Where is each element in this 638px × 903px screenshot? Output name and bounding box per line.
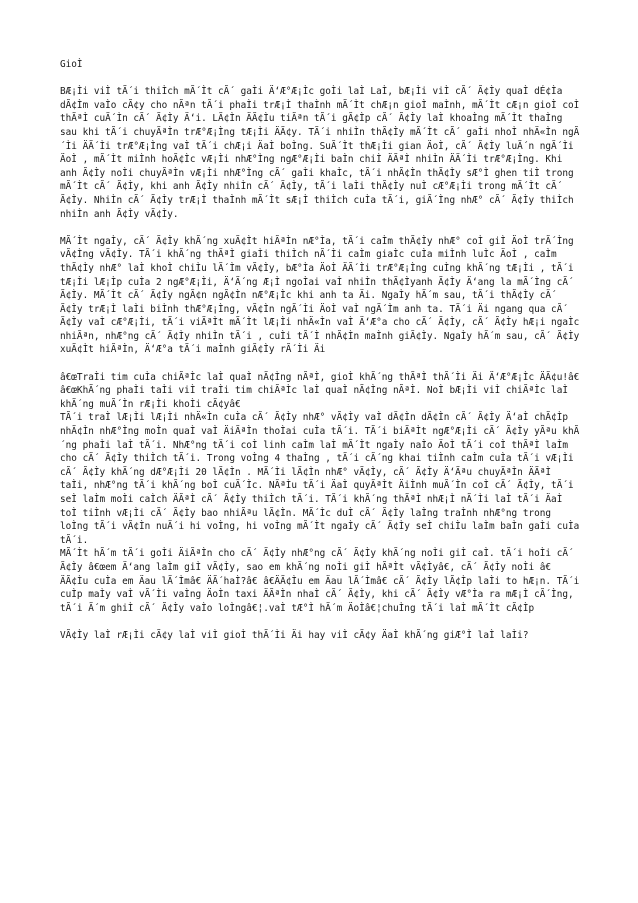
document-title: GioÌ — [60, 59, 83, 70]
document-body — [60, 58, 580, 656]
paragraph: â€œTraÌi tim cuÌa chiÃªÌc laÌ quaÌ nÃ¢Ìng nÃªÌ, gioÌ khÃ´ng thÃªÌ thÃ´Ìi Äi Ä‘Æ°Æ¡Ìc ÄÃ¢u!â€ â€œKhÃ´ng phaÌi taÌi viÌ traÌi tim chiÃªÌc laÌ quaÌ nÃ¢Ìng nÃªÌ. NoÌ bÆ¡Ìi viÌ chiÃªÌc laÌ khÃ´ng muÃ´Ìn rÆ¡Ìi khoÌi cÃ¢yâ€ TÃ´i traÌ lÆ¡Ìi lÆ¡Ìi nhÄ«Ìn cuÌa cÃ´ Ã¢Ìy nhÆ° vÃ¢Ìy vaÌ dÃ¢Ìn dÃ¢Ìn cÃ´ Ã¢Ìy Ä‘aÌ chÃ¢Ìp nhÃ¢Ìn nhÆ°Ìng moÌn quaÌ vaÌ ÄiÃªÌn thoÌai cuÌa tÃ´i. TÃ´i biÃªÌt ngÆ°Æ¡Ìi cÃ´ Ã¢Ìy yÃªu khÃ´ng phaÌi laÌ tÃ´i. NhÆ°ng tÃ´i coÌ linh caÌm laÌ mÃ´Ìt ngaÌy naÌo ÄoÌ tÃ´i coÌ thÃªÌ laÌm cho cÃ´ Ã¢Ìy thiÌch tÃ´i. Trong voÌng 4 thaÌng , tÃ´i cÃ´ng khai tiÌnh caÌm cuÌa tÃ´i vÆ¡Ìi cÃ´ Ã¢Ìy khÃ´ng dÆ°Æ¡Ìi 20 lÃ¢Ìn . MÃ´Ìi lÃ¢Ìn nhÆ° vÃ¢Ìy, cÃ´ Ã¢Ìy Ä‘Ãªu chuyÃªÌn ÄÃªÌ taÌi, nhÆ°ng tÃ´i khÃ´ng boÌ cuÃ´Ìc. NÃªÌu tÃ´i ÄaÌ quyÃªÌt ÄiÌnh muÃ´Ìn coÌ cÃ´ Ã¢Ìy, tÃ´i seÌ laÌm moÌi caÌch ÄÃªÌ cÃ´ Ã¢Ìy thiÌch tÃ´i. TÃ´i khÃ´ng thÃªÌ nhÆ¡Ì nÃ´Ìi laÌ tÃ´i ÄaÌ toÌ tiÌnh vÆ¡Ìi cÃ´ Ã¢Ìy bao nhiÃªu lÃ¢Ìn. MÃ´Ìc duÌ cÃ´ Ã¢Ìy laÌng traÌnh nhÆ°ng trong loÌng tÃ´i vÃ¢Ìn nuÃ´i hi voÌng, hi voÌng mÃ´Ìt ngaÌy cÃ´ Ã¢Ìy seÌ chiÌu laÌm baÌn gaÌi cuÌa tÃ´i. MÃ´Ìt hÃ´m tÃ´i goÌi ÄiÃªÌn cho cÃ´ Ã¢Ìy nhÆ°ng cÃ´ Ã¢Ìy khÃ´ng noÌi giÌ caÌ. tÃ´i hoÌi cÃ´ Ã¢Ìy â€œem Ä‘ang laÌm giÌ vÃ¢Ìy, sao em khÃ´ng noÌi giÌ hÃªÌt vÃ¢Ìyâ€, cÃ´ Ã¢Ìy noÌi â€ ÄÃ¢Ìu cuÌa em Äau lÃ´Ìmâ€ ÄÃ´haÌ?â€ â€ÄÃ¢Ìu em Äau lÃ´Ìmâ€ cÃ´ Ã¢Ìy lÃ¢Ìp laÌi to hÆ¡n. TÃ´i cuÌp maÌy vaÌ vÃ´Ìi vaÌng ÄoÌn taxi ÄÃªÌn nhaÌ cÃ´ Ã¢Ìy, khi cÃ´ Ã¢Ìy vÆ°Ìa ra mÆ¡Ì cÃ´Ìng, tÃ´i Ã´m ghiÌ cÃ´ Ã¢Ìy vaÌo loÌngâ€¦.vaÌ tÆ°Ì hÃ´m ÄoÌâ€¦chuÌng tÃ´i laÌ mÃ´Ìt cÃ¢Ìp — [60, 371, 580, 614]
paragraph: BÆ¡Ìi viÌ tÃ´i thiÌch mÃ´Ìt cÃ´ gaÌi Ä‘Æ°Æ¡Ìc goÌi laÌ LaÌ, bÆ¡Ìi viÌ cÃ´ Ã¢Ìy quaÌ dÉ¢Ìa dÃ¢Ìm vaÌo cÃ¢y cho nÃªn tÃ´i phaÌi trÆ¡Ì thaÌnh mÃ´Ìt chÆ¡n gioÌ maÌnh, mÃ´Ìt cÆ¡n gioÌ coÌ thÃªÌ cuÃ´Ìn cÃ´ Ã¢Ìy Ä‘i. LÃ¢Ìn ÄÃ¢Ìu tiÃªn tÃ´i gÃ¢Ìp cÃ´ Ã¢Ìy laÌ khoaÌng mÃ´Ìt thaÌng sau khi tÃ´i chuyÃªÌn trÆ°Æ¡Ìng tÆ¡Ìi ÄÃ¢y. TÃ´i nhiÌn thÃ¢Ìy mÃ´Ìt cÃ´ gaÌi nhoÌ nhÄ«Ìn ngÃ´Ìi ÄÃ´Ìi trÆ°Æ¡Ìng vaÌ tÃ´i chÆ¡i ÄaÌ boÌng. SuÃ´Ìt thÆ¡Ìi gian ÄoÌ, cÃ´ Ã¢Ìy luÃ´n ngÃ´Ìi ÄoÌ , mÃ´Ìt miÌnh hoÃ¢Ìc vÆ¡Ìi nhÆ°Ìng ngÆ°Æ¡Ìi baÌn chiÌ ÄÃªÌ nhiÌn ÄÃ´Ìi trÆ°Æ¡Ìng. Khi anh Ã¢Ìy noÌi chuyÃªÌn vÆ¡Ìi nhÆ°Ìng cÃ´ gaÌi khaÌc, tÃ´i nhÃ¢Ìn thÃ¢Ìy sÆ°Ì ghen tiÌ trong mÃ´Ìt cÃ´ Ã¢Ìy, khi anh Ã¢Ìy nhiÌn cÃ´ Ã¢Ìy, tÃ´i laÌi thÃ¢Ìy nuÌ cÆ°Æ¡Ìi trong mÃ´Ìt cÃ´ Ã¢Ìy. NhiÌn cÃ´ Ã¢Ìy trÆ¡Ì thaÌnh mÃ´Ìt sÆ¡Ì thiÌch cuÌa tÃ´i, giÃ´Ìng nhÆ° cÃ´ Ã¢Ìy thiÌch nhiÌn anh Ã¢Ìy vÃ¢Ìy. — [60, 86, 580, 220]
paragraph: VÃ¢Ìy laÌ rÆ¡Ìi cÃ¢y laÌ viÌ gioÌ thÃ´Ìi Äi hay viÌ cÃ¢y ÄaÌ khÃ´ng giÆ°Ì laÌ laÌi? — [60, 629, 529, 641]
paragraph: MÃ´Ìt ngaÌy, cÃ´ Ã¢Ìy khÃ´ng xuÃ¢Ìt hiÃªÌn nÆ°Ìa, tÃ´i caÌm thÃ¢Ìy nhÆ° coÌ giÌ ÄoÌ trÃ´Ìng vÃ¢Ìng vÃ¢Ìy. TÃ´i khÃ´ng thÃªÌ giaÌi thiÌch nÃ´Ìi caÌm giaÌc cuÌa miÌnh luÌc ÄoÌ , caÌm thÃ¢Ìy nhÆ° laÌ khoÌ chiÌu lÃ´Ìm vÃ¢Ìy, bÆ°Ìa ÄoÌ ÄÃ´Ìi trÆ°Æ¡Ìng cuÌng khÃ´ng tÆ¡Ìi , tÃ´i tÆ¡Ìi lÆ¡Ìp cuÌa 2 ngÆ°Æ¡Ìi, Ä‘Ã´ng Æ¡Ì ngoÌai vaÌ nhiÌn thÃ¢Ìyanh Ã¢Ìy Ä‘ang la mÃ´Ìng cÃ´ Ã¢Ìy. MÃ´Ìt cÃ´ Ã¢Ìy ngÃ¢n ngÃ¢Ìn nÆ°Æ¡Ìc khi anh ta Äi. NgaÌy hÃ´m sau, tÃ´i thÃ¢Ìy cÃ´ Ã¢Ìy trÆ¡Ì laÌi biÌnh thÆ°Æ¡Ìng, vÃ¢Ìn ngÃ´Ìi ÄoÌ vaÌ ngÃ´Ìm anh ta. TÃ´i Äi ngang qua cÃ´ Ã¢Ìy vaÌ cÆ°Æ¡Ìi, tÃ´i viÃªÌt mÃ´Ìt lÆ¡Ìi nhÄ«Ìn vaÌ Ä‘Æ°a cho cÃ´ Ã¢Ìy, cÃ´ Ã¢Ìy hÆ¡i ngaÌc nhiÃªn, nhÆ°ng cÃ´ Ã¢Ìy nhiÌn tÃ´i , cuÌi tÃ´Ì nhÃ¢Ìn maÌnh giÃ¢Ìy. NgaÌy hÃ´m sau, cÃ´ Ã¢Ìy xuÃ¢Ìt hiÃªÌn, Ä‘Æ°a tÃ´i maÌnh giÃ¢Ìy rÃ´Ìi Äi — [60, 235, 580, 356]
